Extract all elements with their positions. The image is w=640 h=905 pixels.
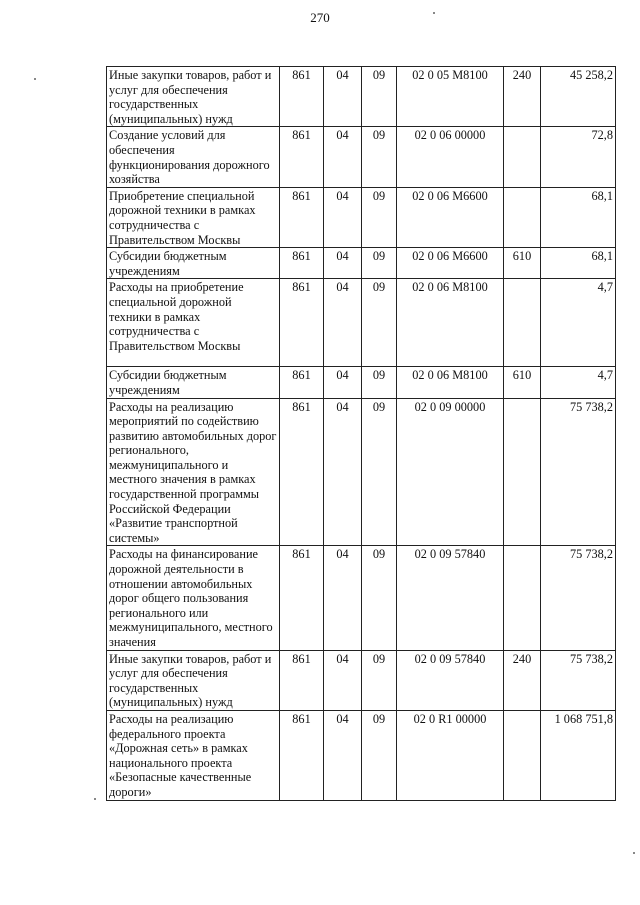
row-name: Приобретение специальной дорожной техники в рамках сотрудничества с Правительством Москвы — [107, 187, 280, 247]
row-pr: 09 — [362, 367, 397, 398]
table-row — [107, 67, 616, 127]
row-rz: 04 — [324, 367, 362, 398]
row-ved: 861 — [280, 398, 324, 546]
row-vr — [504, 710, 541, 800]
row-rz: 04 — [324, 546, 362, 650]
row-csr: 02 0 06 M8100 — [397, 367, 504, 398]
table-row — [107, 187, 616, 247]
row-pr: 09 — [362, 248, 397, 279]
row-vr — [504, 127, 541, 187]
row-csr: 02 0 06 M6600 — [397, 248, 504, 279]
row-csr: 02 0 09 57840 — [397, 650, 504, 710]
row-csr: 02 0 09 57840 — [397, 546, 504, 650]
row-amount: 72,8 — [541, 127, 616, 187]
row-name: Субсидии бюджетным учреждениям — [107, 367, 280, 398]
row-pr: 09 — [362, 67, 397, 127]
row-vr: 610 — [504, 367, 541, 398]
row-csr: 02 0 06 M6600 — [397, 187, 504, 247]
row-rz: 04 — [324, 248, 362, 279]
row-name: Иные закупки товаров, работ и услуг для обеспечения государственных (муниципальных) нужд — [107, 650, 280, 710]
row-rz: 04 — [324, 187, 362, 247]
row-ved: 861 — [280, 67, 324, 127]
row-ved: 861 — [280, 279, 324, 367]
scan-speck — [633, 852, 635, 854]
scan-speck — [433, 12, 435, 14]
budget-table — [106, 66, 616, 801]
row-ved: 861 — [280, 187, 324, 247]
table-row — [107, 279, 616, 367]
table-row — [107, 650, 616, 710]
row-amount: 45 258,2 — [541, 67, 616, 127]
row-csr: 02 0 05 M8100 — [397, 67, 504, 127]
row-pr: 09 — [362, 127, 397, 187]
row-name: Иные закупки товаров, работ и услуг для обеспечения государственных (муниципальных) нужд — [107, 67, 280, 127]
row-rz: 04 — [324, 279, 362, 367]
row-name: Расходы на приобретение специальной дорожной техники в рамках сотрудничества с Правительством Москвы — [107, 279, 280, 367]
row-ved: 861 — [280, 127, 324, 187]
row-vr: 610 — [504, 248, 541, 279]
row-vr: 240 — [504, 67, 541, 127]
scan-speck — [94, 798, 96, 800]
row-pr: 09 — [362, 187, 397, 247]
row-csr: 02 0 R1 00000 — [397, 710, 504, 800]
row-rz: 04 — [324, 127, 362, 187]
row-amount: 1 068 751,8 — [541, 710, 616, 800]
row-name: Создание условий для обеспечения функционирования дорожного хозяйства — [107, 127, 280, 187]
row-pr: 09 — [362, 710, 397, 800]
row-csr: 02 0 09 00000 — [397, 398, 504, 546]
table-row — [107, 710, 616, 800]
row-csr: 02 0 06 00000 — [397, 127, 504, 187]
table-row — [107, 127, 616, 187]
row-pr: 09 — [362, 398, 397, 546]
row-rz: 04 — [324, 67, 362, 127]
table-row — [107, 546, 616, 650]
row-vr: 240 — [504, 650, 541, 710]
row-amount: 4,7 — [541, 367, 616, 398]
row-csr: 02 0 06 M8100 — [397, 279, 504, 367]
row-vr — [504, 546, 541, 650]
row-amount: 75 738,2 — [541, 398, 616, 546]
row-rz: 04 — [324, 398, 362, 546]
table-row — [107, 248, 616, 279]
row-ved: 861 — [280, 650, 324, 710]
row-ved: 861 — [280, 248, 324, 279]
row-amount: 75 738,2 — [541, 650, 616, 710]
row-ved: 861 — [280, 710, 324, 800]
page-number: 270 — [310, 10, 330, 25]
row-vr — [504, 279, 541, 367]
row-amount: 68,1 — [541, 187, 616, 247]
scan-speck — [34, 78, 36, 80]
table-row — [107, 398, 616, 546]
row-name: Расходы на реализацию федерального проекта «Дорожная сеть» в рамках национального проекта «Безопасные качественные дороги» — [107, 710, 280, 800]
row-name: Расходы на финансирование дорожной деятельности в отношении автомобильных дорог общего пользования регионального или межмуниципального, местного значения — [107, 546, 280, 650]
row-amount: 4,7 — [541, 279, 616, 367]
row-pr: 09 — [362, 279, 397, 367]
row-rz: 04 — [324, 650, 362, 710]
row-ved: 861 — [280, 546, 324, 650]
row-name: Субсидии бюджетным учреждениям — [107, 248, 280, 279]
row-ved: 861 — [280, 367, 324, 398]
table-row — [107, 367, 616, 398]
row-amount: 68,1 — [541, 248, 616, 279]
row-pr: 09 — [362, 546, 397, 650]
row-amount: 75 738,2 — [541, 546, 616, 650]
row-rz: 04 — [324, 710, 362, 800]
row-vr — [504, 398, 541, 546]
row-vr — [504, 187, 541, 247]
row-pr: 09 — [362, 650, 397, 710]
row-name: Расходы на реализацию мероприятий по содействию развитию автомобильных дорог регионального, межмуниципального и местного значения в рамках государственной программы Российской Федерации «Развитие транспортной системы» — [107, 398, 280, 546]
